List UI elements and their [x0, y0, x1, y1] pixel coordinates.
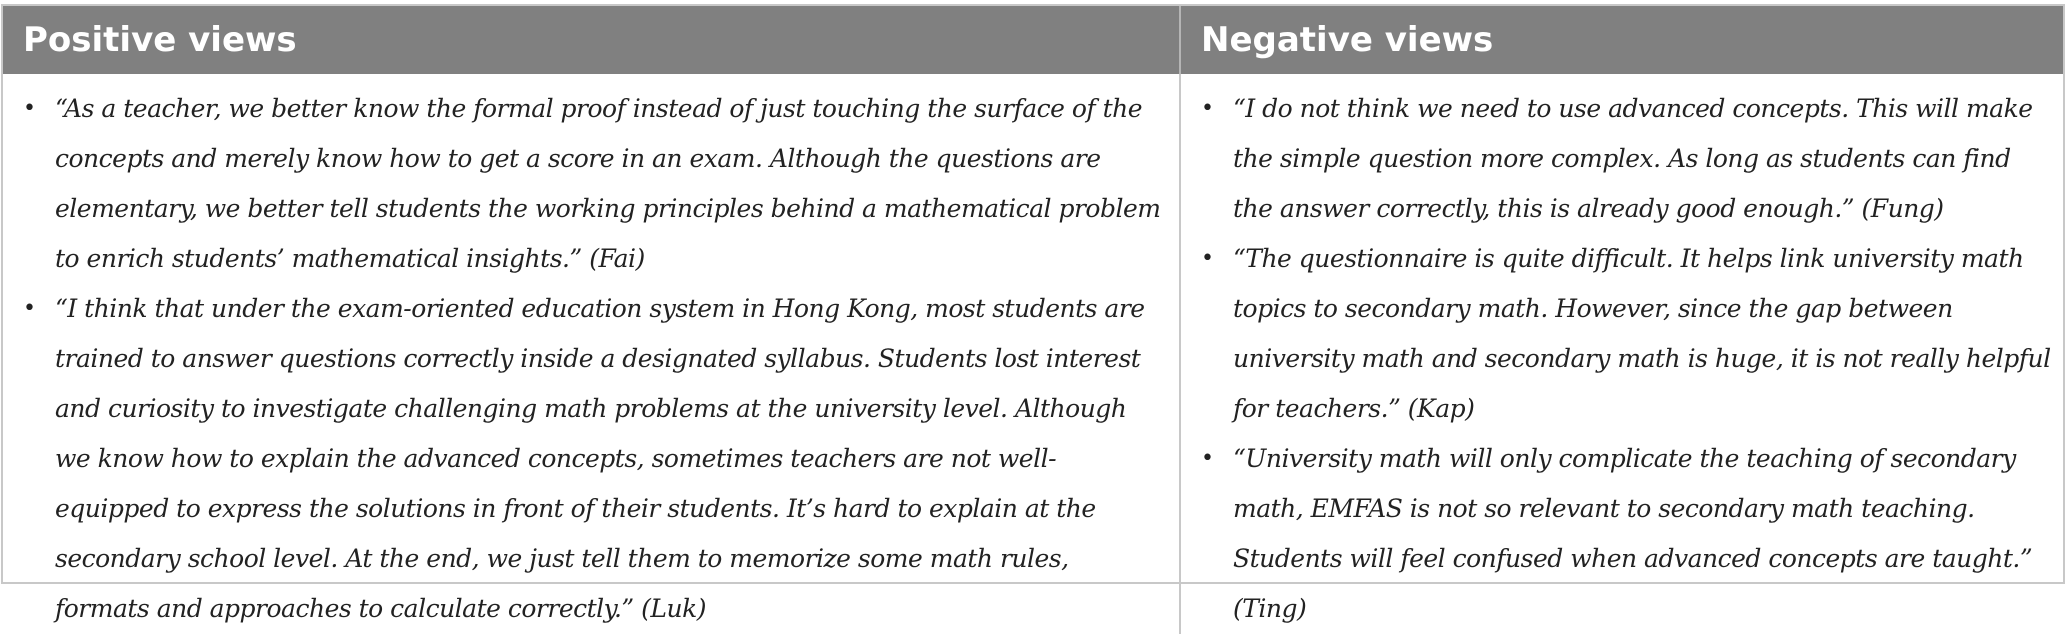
- negative-views-list: [1181, 84, 2063, 634]
- negative-views-header: Negative views: [1201, 20, 1494, 60]
- negative-quote-item: • “University math will only complicate the teaching of secondary math, EMFAS is not so relevant to secondary math teaching. Students will feel confused when advanced concepts are taught.” (Ting): [1181, 434, 2063, 634]
- positive-views-list: [3, 84, 1179, 634]
- positive-views-header: Positive views: [3, 6, 1181, 74]
- table-body-row: [3, 74, 2063, 634]
- table-header-row: [3, 6, 2063, 74]
- positive-quote-item: • “I think that under the exam-oriented education system in Hong Kong, most students are trained to answer questions correctly inside a designated syllabus. Students lost interest and curiosity to investigate challenging math problems at the university level. Although we know how to explain the advanced concepts, sometimes teachers are not well-equipped to express the solutions in front of their students. It’s hard to explain at the secondary school level. At the end, we just tell them to memorize some math rules, formats and approaches to calculate correctly.” (Luk): [3, 284, 1179, 634]
- negative-quote-item: • “I do not think we need to use advanced concepts. This will make the simple question more complex. As long as students can find the answer correctly, this is already good enough.” (Fung): [1181, 84, 2063, 234]
- positive-quote-item: • “As a teacher, we better know the formal proof instead of just touching the surface of the concepts and merely know how to get a score in an exam. Although the questions are elementary, we better tell students the working principles behind a mathematical problem to enrich students’ mathematical insights.” (Fai): [3, 84, 1179, 284]
- negative-quote-item: • “The questionnaire is quite difficult. It helps link university math topics to secondary math. However, since the gap between university math and secondary math is huge, it is not really helpful for teachers.” (Kap): [1181, 234, 2063, 434]
- negative-views-cell: [1181, 74, 2063, 634]
- positive-views-cell: [3, 74, 1181, 634]
- views-table: [1, 4, 2065, 623]
